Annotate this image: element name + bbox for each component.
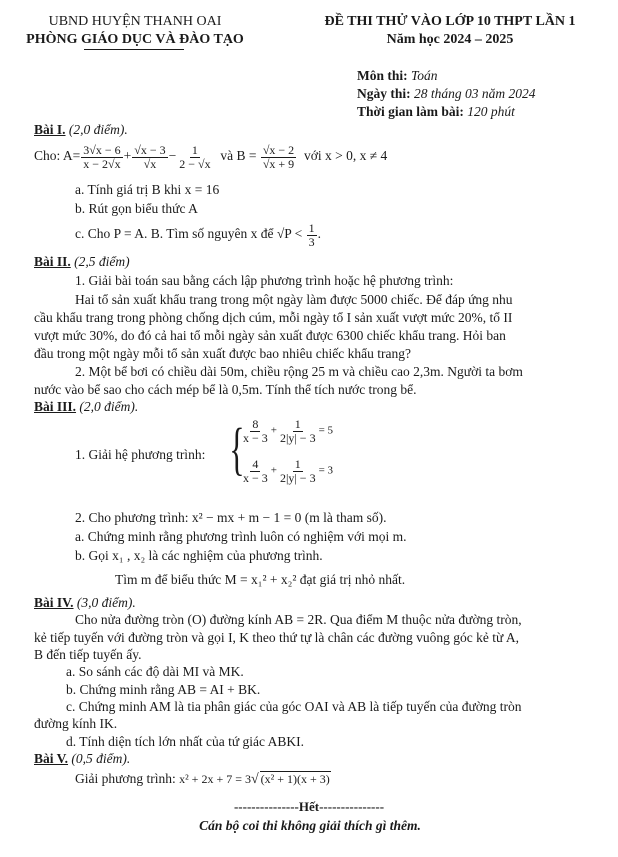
bai3-part-a: a. Chứng minh rằng phương trình luôn có nghiệm với mọi m.	[75, 529, 407, 544]
bai4-line: đường kính IK.	[34, 716, 118, 731]
bai3-part-b-task: Tìm m để biểu thức M = x₁² + x₂² đạt giá trị nhỏ nhất.	[115, 572, 406, 587]
proctor-note: Cán bộ coi thi không giải thích gì thêm.	[199, 818, 421, 833]
bai4-part-a: a. So sánh các độ dài MI và MK.	[66, 664, 244, 679]
bai2-line: cầu khẩu trang trong phòng chống dịch cúm, mỗi ngày tổ I sản xuất vượt mức 20%, tổ II	[34, 310, 513, 325]
bai2-line: vượt mức 30%, do đó cả hai tổ mỗi ngày sản xuất được 6300 chiếc khẩu trang. Hỏi ban	[34, 328, 506, 343]
bai1-part-c: c. Cho P = A. B. Tìm số nguyên x để √P < $\frac{1}{3}$ .	[75, 221, 322, 249]
header-rule	[84, 49, 184, 50]
bai2-heading: Bài II. (2,5 điểm)	[34, 254, 130, 269]
bai3-heading: Bài III. (2,0 điểm).	[34, 399, 139, 414]
exam-title: ĐỀ THI THỬ VÀO LỚP 10 THPT LẦN 1	[324, 14, 576, 29]
bai1-heading: Bài I. (2,0 điểm).	[34, 122, 128, 137]
bai4-part-d: d. Tính diện tích lớn nhất của tứ giác ABKI.	[66, 734, 305, 749]
system-brace: {	[229, 416, 245, 481]
org-department: PHÒNG GIÁO DỤC VÀ ĐÀO TẠO	[26, 32, 244, 47]
bai1-part-a: a. Tính giá trị B khi x = 16	[75, 182, 220, 197]
bai4-line: Cho nửa đường tròn (O) đường kính AB = 2R. Qua điểm M thuộc nửa đường tròn,	[75, 612, 522, 627]
bai2-line: Hai tổ sản xuất khẩu trang trong một ngày làm được 5000 chiếc. Để đáp ứng nhu	[75, 292, 513, 307]
bai5-equation: Giải phương trình: x² + 2x + 7 = 3√ (x² + 1)(x + 3)	[75, 771, 330, 787]
system-equation-1: $\frac{8}{x - 3}$ + $\frac{1}{2|y| - 3}$ = 5	[243, 417, 334, 445]
bai2-part2: 2. Một bể bơi có chiều dài 50m, chiều rộng 25 m và chiều cao 2,3m. Người ta bơm	[75, 364, 523, 379]
bai3-part1: 1. Giải hệ phương trình:	[75, 447, 206, 462]
time-line: Thời gian làm bài: 120 phút	[357, 104, 515, 119]
bai4-line: B đến tiếp tuyến ấy.	[34, 647, 142, 662]
end-mark: ---------------Hết---------------	[233, 799, 385, 814]
bai4-line: kẻ tiếp tuyến với đường tròn và gọi I, K theo thứ tự là chân các đường vuông góc kẻ từ A,	[34, 630, 520, 645]
bai5-heading: Bài V. (0,5 điểm).	[34, 751, 131, 766]
bai3-part-b: b. Gọi x₁ , x₂ là các nghiệm của phương trình.	[75, 548, 323, 563]
bai2-part1: 1. Giải bài toán sau bằng cách lập phương trình hoặc hệ phương trình:	[75, 273, 454, 288]
bai2-line: nước vào bể sao cho cách mép bể là 0,5m. Tính thể tích nước trong bể.	[34, 382, 417, 397]
date-line: Ngày thi: 28 tháng 03 năm 2024	[357, 86, 536, 101]
bai2-line: đầu trong một ngày mỗi tổ sản xuất được bao nhiêu chiếc khẩu trang?	[34, 346, 411, 361]
bai3-part2: 2. Cho phương trình: x² − mx + m − 1 = 0 (m là tham số).	[75, 510, 387, 525]
bai1-part-b: b. Rút gọn biểu thức A	[75, 201, 198, 216]
subject-line: Môn thi: Toán	[357, 68, 438, 83]
org-name: UBND HUYỆN THANH OAI	[48, 14, 222, 29]
bai1-given: Cho: A= $\frac{3√x - 6}{x - 2√x}$ + $\frac{√x - 3}{√x}$ − $\frac{1}{2 - √x}$ và B = $\frac{√x - 2}{√x + 9}$ với x > 0, x ≠ 4	[34, 143, 388, 171]
bai4-part-b: b. Chứng minh rằng AB = AI + BK.	[66, 682, 261, 697]
bai4-heading: Bài IV. (3,0 điểm).	[34, 595, 136, 610]
bai4-part-c: c. Chứng minh AM là tia phân giác của góc OAI và AB là tiếp tuyến của đường tròn	[66, 699, 522, 714]
school-year: Năm học 2024 – 2025	[386, 32, 514, 47]
system-equation-2: $\frac{4}{x - 3}$ + $\frac{1}{2|y| - 3}$ = 3	[243, 457, 334, 485]
